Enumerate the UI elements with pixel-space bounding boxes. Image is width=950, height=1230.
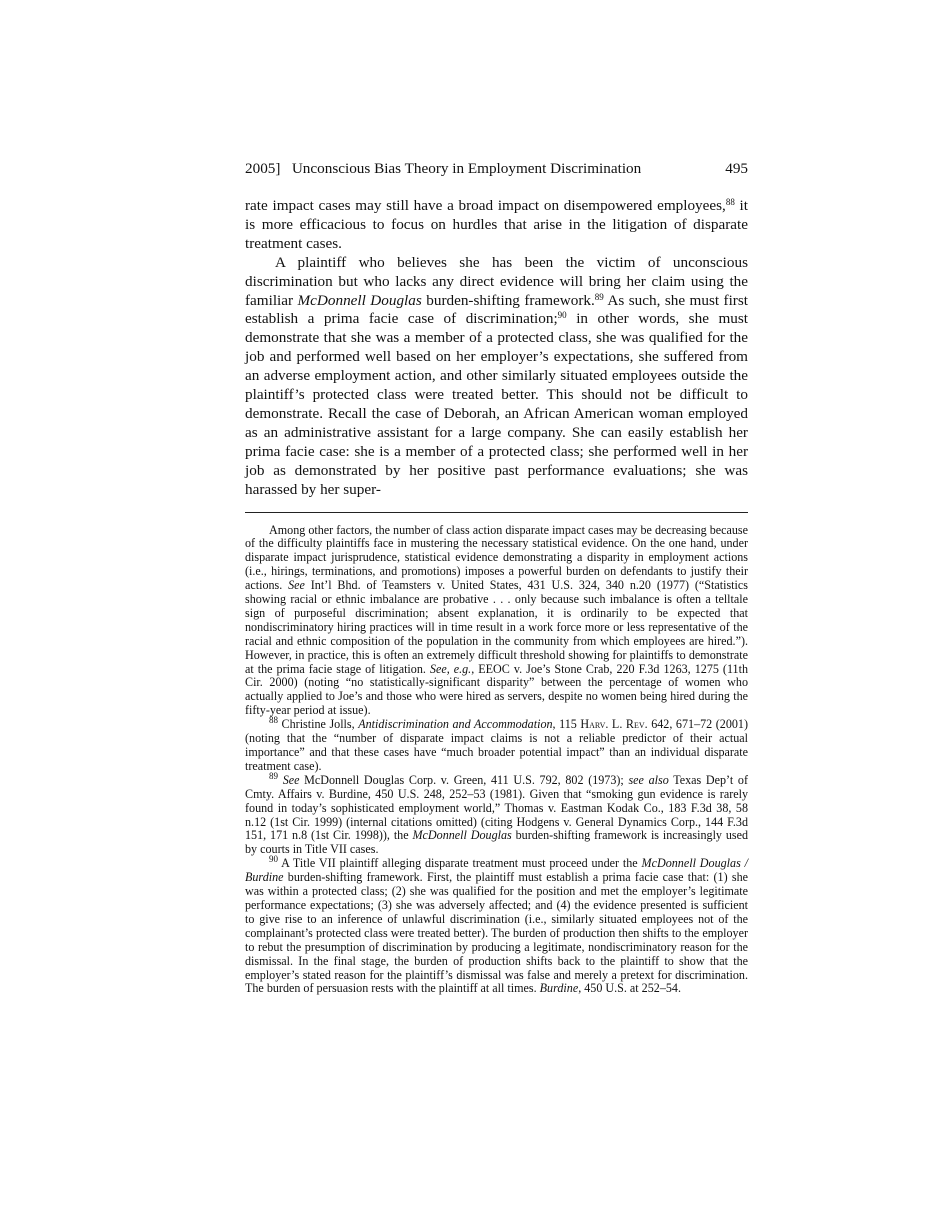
body-paragraph-1: rate impact cases may still have a broad impact on disempowered employees,$^{88}$ it is more efficacious to focus on hurdles that arise in the litigation of disparate treatment cases. xyxy=(245,197,748,252)
footnote-87-continued: Among other factors, the number of class action disparate impact cases may be decreasing because of the difficulty plaintiffs face in mustering the necessary statistical evidence. On the one hand, under disparate impact jurisprudence, statistical evidence demonstrating a disparity in employment actions (i.e., hirings, terminations, and promotions) imposes a powerful burden on defendants to justify their actions. See Int’l Bhd. of Teamsters v. United States, 431 U.S. 324, 340 n.20 (1977) (“Statistics showing racial or ethnic imbalance are probative . . . only because such imbalance is often a telltale sign of purposeful discrimination; absent explanation, it is ordinarily to be expected that nondiscriminatory hiring practices will in time result in a work force more or less representative of the racial and ethnic composition of the population in the community from which employees are hired.”). However, in practice, this is often an extremely difficult threshold showing for plaintiffs to demonstrate at the prima facie stage of litigation. See, e.g., EEOC v. Joe’s Stone Crab, 220 F.3d 1263, 1275 (11th Cir. 2000) (noting “no statistically-significant disparity” between the percentage of women who actually applied to Joe’s and those who were hired as servers, despite no women being hired during the fifty-year period at issue). xyxy=(245,522,748,718)
running-head-left xyxy=(245,158,641,180)
body-text xyxy=(245,197,748,500)
footnotes xyxy=(245,524,748,997)
page-number: 495 xyxy=(725,160,748,177)
footnote-number: 90 xyxy=(269,854,278,865)
footnote-ref-90: 90 xyxy=(557,310,567,321)
footnote-ref-88: 88 xyxy=(725,197,735,207)
footnote-number: 88 xyxy=(269,715,278,726)
header-title: Unconscious Bias Theory in Employment Discrimination xyxy=(291,160,642,177)
body-paragraph-2: A plaintiff who believes she has been the victim of unconscious discrimination but who lacks any direct evidence will bring her claim using the familiar McDonnell Douglas burden-shifting framework.$^{89}$ As such, she must first establish a prima facie case of discrimination;$^{90}$ in other words, she must demonstrate that she was a member of a protected class, she was qualified for the job and performed well based on her employer’s expectations, she suffered from an adverse employment action, and other similarly situated employees outside the plaintiff’s protected class were treated better. This should not be difficult to demonstrate. Recall the case of Deborah, an African American woman employed as an administrative assistant for a large company. She can easily establish her prima facie case: she is a member of a protected class; she performed well in her job as demonstrated by her positive past performance evaluations; she was harassed by her super- xyxy=(245,253,748,498)
footnote-90: $^{90}$ A Title VII plaintiff alleging disparate treatment must proceed under the McDonnell Douglas / Burdine burden-shifting framework. First, the plaintiff must establish a prima facie case that: (1) she was within a protected class; (2) she was qualified for the position and met the employer’s legitimate performance expectations; (3) she was adversely affected; and (4) the evidence presented is sufficient to give rise to an inference of unlawful discrimination (i.e., similarly situated employees not of the complainant’s protected class were treated better). The burden of production then shifts to the employer to rebut the presumption of discrimination by producing a legitimate, nondiscriminatory reason for the dismissal. In the final stage, the burden of production shifts back to the plaintiff to show that the employer’s stated reason for the plaintiff’s dismissal was false and merely a pretext for discrimination. The burden of persuasion rests with the plaintiff at all times. Burdine, 450 U.S. at 252–54. xyxy=(245,854,748,996)
journal-abbrev: Harv. L. Rev. xyxy=(580,717,648,732)
footnote-number: 89 xyxy=(269,770,278,781)
footnote-ref-89: 89 xyxy=(594,291,604,302)
page xyxy=(245,158,748,996)
footnote-89: $^{89}$ See McDonnell Douglas Corp. v. Green, 411 U.S. 792, 802 (1973); see also Texas Dep’t of Cmty. Affairs v. Burdine, 450 U.S. 248, 252–53 (1981). Given that “smoking gun evidence is rarely found in today’s sophisticated employment world,” Thomas v. Eastman Kodak Co., 183 F.3d 38, 58 n.12 (1st Cir. 1999) (internal citations omitted) (citing Hodgens v. General Dynamics Corp., 144 F.3d 151, 171 n.8 (1st Cir. 1998)), the McDonnell Douglas burden-shifting framework is increasingly used by courts in Title VII cases. xyxy=(245,770,749,857)
footnote-divider xyxy=(245,512,748,513)
header-year: 2005] xyxy=(245,160,281,177)
footnote-88: $^{88}$ Christine Jolls, Antidiscrimination and Accommodation, 115 Harv. L. Rev. 642, 671–72 (2001) (noting that the “number of disparate impact claims is not a reliable predictor of their actual importance” and that these cases have “much broader potential impact” than an individual disparate treatment case). xyxy=(245,715,749,773)
running-head xyxy=(245,158,748,180)
case-name: McDonnell Douglas xyxy=(297,291,422,309)
